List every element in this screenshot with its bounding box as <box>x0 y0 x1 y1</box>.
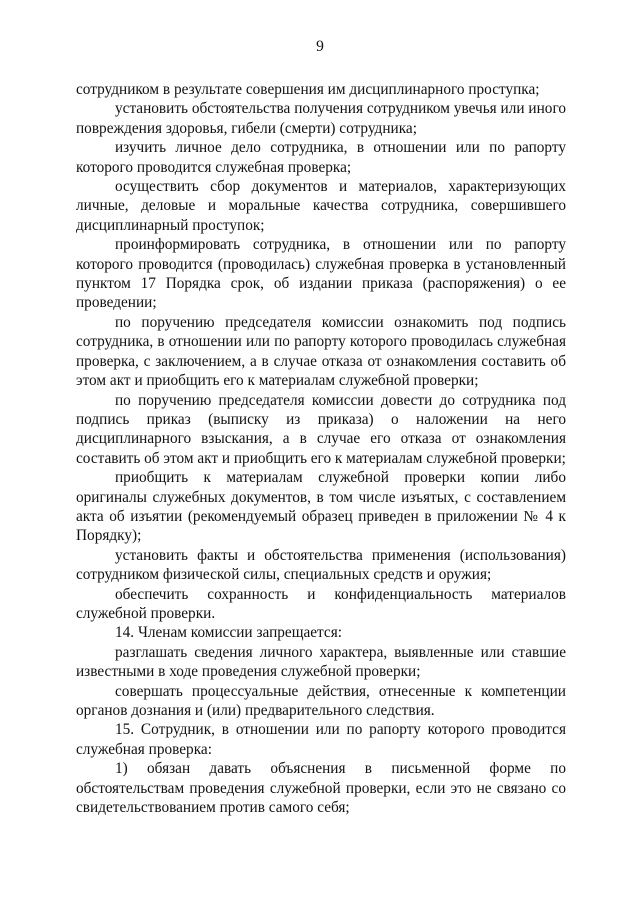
paragraph: по поручению председателя комиссии довести до сотрудника под подпись приказ (выписку из приказа) о наложении на него дисциплинарного взыскания, а в случае его отказа от ознакомления составить об этом акт и приобщить его к материалам служебной проверки; <box>76 391 566 467</box>
paragraph: изучить личное дело сотрудника, в отношении или по рапорту которого проводится служебная проверка; <box>76 139 566 176</box>
page-number: 9 <box>316 38 324 55</box>
paragraph: 1) обязан давать объяснения в письменной форме по обстоятельствам проведения служебной проверки, если это не связано со свидетельствованием против самого себя; <box>76 760 566 817</box>
paragraph: по поручению председателя комиссии ознакомить под подпись сотрудника, в отношении или по рапорту которого проводилась служебная проверка, с заключением, а в случае отказа от ознакомления составить об этом акт и приобщить его к материалам служебной проверки; <box>76 313 566 390</box>
paragraph: приобщить к материалам служебной проверки копии либо оригиналы служебных документов, в том числе изъятых, с составлением акта об изъятии (рекомендуемый образец приведен в приложении № 4 к Порядку); <box>76 469 566 545</box>
paragraph: установить факты и обстоятельства применения (использования) сотрудником физической силы, специальных средств и оружия; <box>76 546 566 584</box>
paragraph: установить обстоятельства получения сотрудником увечья или иного повреждения здоровья, гибели (смерти) сотрудника; <box>76 100 566 137</box>
section-heading: 14. Членам комиссии запрещается: <box>115 624 343 642</box>
section-heading: 15. Сотрудник, в отношении или по рапорту которого проводится служебная проверка: <box>76 721 566 758</box>
paragraph: обеспечить сохранность и конфиденциальность материалов служебной проверки. <box>76 585 566 622</box>
paragraph: совершать процессуальные действия, отнесенные к компетенции органов дознания и (или) предварительного следствия. <box>76 682 566 719</box>
paragraph: разглашать сведения личного характера, выявленные или ставшие известными в ходе проведения служебной проверки; <box>76 643 566 681</box>
document-body <box>76 80 566 817</box>
paragraph: осуществить сбор документов и материалов, характеризующих личные, деловые и моральные качества сотрудника, совершившего дисциплинарный проступок; <box>76 178 566 234</box>
paragraph: сотрудником в результате совершения им дисциплинарного проступка; <box>76 81 540 98</box>
paragraph: проинформировать сотрудника, в отношении или по рапорту которого проводится (проводилась) служебная проверка в установленный пунктом 17 Порядка срок, об издании приказа (распоряжения) о ее проведении; <box>76 236 566 312</box>
